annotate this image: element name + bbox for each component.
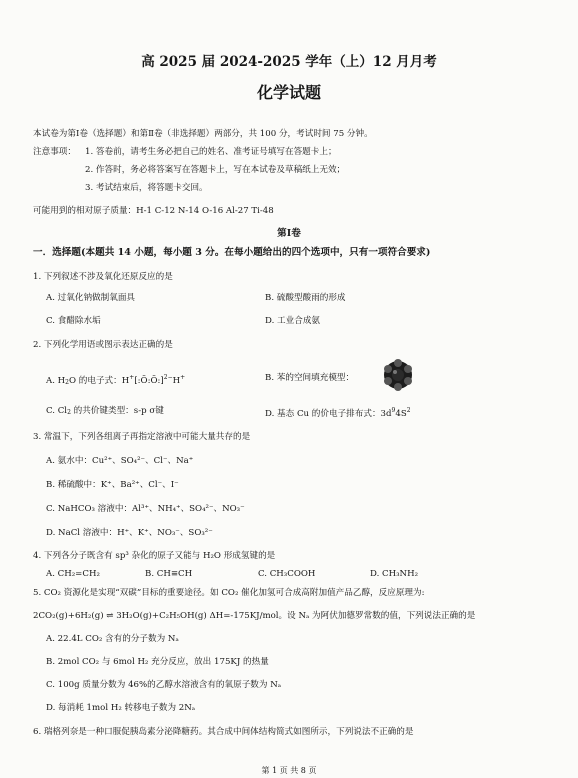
question-4-option-a: A. CH₂=CH₂ xyxy=(46,569,100,579)
question-2-option-c: C. Cl2 的共价键类型：s-p σ键 xyxy=(46,406,164,416)
question-4-stem: 4. 下列各分子既含有 sp³ 杂化的原子又能与 H₂O 形成氢键的是 xyxy=(33,551,276,561)
question-3-option-d: D. NaCl 溶液中：H⁺、K⁺、NO₃⁻、SO₃²⁻ xyxy=(46,528,213,538)
question-1-option-a: A. 过氧化钠做制氧面具 xyxy=(46,293,136,303)
question-2-option-d: D. 基态 Cu 的价电子排布式：$3d^94S^2$ xyxy=(265,407,411,419)
question-5-option-b: B. 2mol CO₂ 与 6mol H₂ 充分反应，放出 175KJ 的热量 xyxy=(46,657,269,667)
question-1-option-c: C. 食醋除水垢 xyxy=(46,316,101,326)
question-4-option-d: D. CH₃NH₂ xyxy=(370,569,419,579)
question-2-option-a: A. H2O 的电子式：H+[:Ö:Ö:]$^{2-}$H+ xyxy=(46,374,186,386)
question-3-stem: 3. 常温下，下列各组离子再指定溶液中可能大量共存的是 xyxy=(33,432,251,442)
atomic-mass-line: 可能用到的相对原子质量：H-1 C-12 N-14 O-16 Al-27 Ti-48 xyxy=(33,206,274,216)
notes-label: 注意事项： xyxy=(33,147,76,157)
benzene-space-filling-model-image xyxy=(380,359,416,391)
question-3-option-a: A. 氨水中：Cu²⁺、SO₄²⁻、Cl⁻、Na⁺ xyxy=(46,456,194,466)
question-4-option-b: B. CH≡CH xyxy=(145,569,193,579)
intro-line: 本试卷为第Ⅰ卷（选择题）和第Ⅱ卷（非选择题）两部分，共 100 分，考试时间 75 分钟。 xyxy=(33,129,373,139)
part-label: 第Ⅰ卷 xyxy=(277,228,301,239)
question-1-option-b: B. 硫酸型酸雨的形成 xyxy=(265,293,346,303)
question-5-option-d: D. 每消耗 1mol H₂ 转移电子数为 2Nₐ xyxy=(46,703,196,713)
question-5-equation: 2CO₂(g)+6H₂(g) ⇌ 3H₂O(g)+C₂H₅OH(g) ΔH=-175KJ/mol。设 Nₐ 为阿伏加德罗常数的值，下列说法正确的是 xyxy=(33,611,476,621)
question-4-option-c: C. CH₃COOH xyxy=(258,569,316,579)
section-heading: 一．选择题(本题共 14 小题，每小题 3 分。在每小题给出的四个选项中，只有一项符合要求) xyxy=(33,247,431,258)
question-3-option-b: B. 稀硫酸中：K⁺、Ba²⁺、Cl⁻、I⁻ xyxy=(46,480,179,490)
question-1-stem: 1. 下列叙述不涉及氧化还原反应的是 xyxy=(33,272,173,282)
note-3: 3. 考试结束后，将答题卡交回。 xyxy=(85,183,208,193)
note-1: 1. 答卷前，请考生务必把自己的姓名、准考证号填写在答题卡上； xyxy=(85,147,337,157)
exam-title: 高 2025 届 2024-2025 学年（上）12 月月考 xyxy=(141,54,437,70)
question-5-option-a: A. 22.4L CO₂ 含有的分子数为 Nₐ xyxy=(46,634,179,644)
page-number: 第 1 页 共 8 页 xyxy=(261,766,317,775)
question-5-stem: 5. CO₂ 资源化是实现“双碳”目标的重要途径。如 CO₂ 催化加氢可合成高附加值产品乙醇，反应原理为: xyxy=(33,588,425,598)
question-5-option-c: C. 100g 质量分数为 46%的乙醇水溶液含有的氧原子数为 Nₐ xyxy=(46,680,282,690)
question-3-option-c: C. NaHCO₃ 溶液中：Al³⁺、NH₄⁺、SO₄²⁻、NO₃⁻ xyxy=(46,504,245,514)
note-2: 2. 作答时，务必将答案写在答题卡上，写在本试卷及草稿纸上无效； xyxy=(85,165,346,175)
question-6-stem: 6. 瑞格列奈是一种口服促胰岛素分泌降糖药。其合成中间体结构简式如图所示，下列说法不正确的是 xyxy=(33,727,414,737)
question-2-option-b: B. 苯的空间填充模型： xyxy=(265,373,355,383)
question-2-stem: 2. 下列化学用语或图示表达正确的是 xyxy=(33,340,173,350)
question-1-option-d: D. 工业合成氨 xyxy=(265,316,321,326)
exam-subject-title: 化学试题 xyxy=(256,83,321,102)
